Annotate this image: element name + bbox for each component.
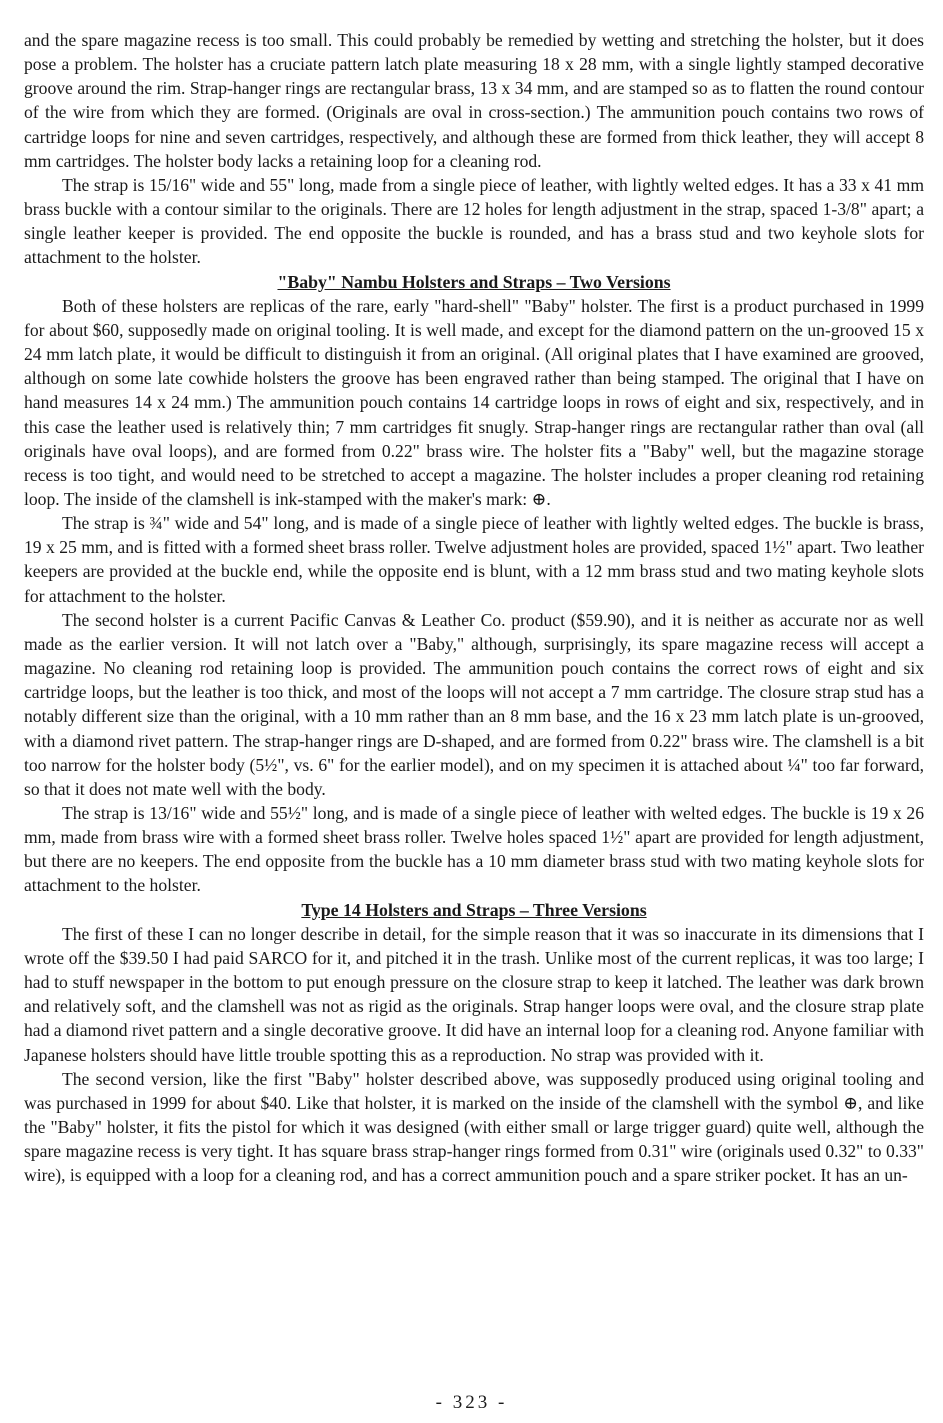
paragraph-type14-first: The first of these I can no longer describe in detail, for the simple reason that it was so inaccurate in its dimensions that I wrote off the $39.50 I had paid SARCO for it, and pitched it in the trash. Unlike most of the current replicas, it was too large; I had to stuff newspaper in the bottom to put enough pressure on the closure strap to keep it latched. The leather was dark brown and relatively soft, and the clamshell was not as rigid as the originals. Strap hanger loops were oval, and the closure strap plate had a diamond rivet pattern and a single decorative groove. It did have an internal loop for a cleaning rod. Anyone familiar with Japanese holsters should have little trouble spotting this as a reproduction. No strap was provided with it.: [24, 923, 924, 1065]
paragraph-magazine-recess: and the spare magazine recess is too small. This could probably be remedied by wetting and stretching the holster, but it does pose a problem. The holster has a cruciate pattern latch plate measuring 18 x 28 mm, with a single lightly stamped decorative groove around the rim. Strap-hanger rings are rectangular brass, 13 x 34 mm, and are stamped so as to flatten the round contour of the wire from which they are formed. (Originals are oval in cross-section.) The ammunition pouch contains two rows of cartridge loops for nine and seven cartridges, respectively, and although these are formed from thick leather, they will accept 8 mm cartridges. The holster body lacks a retaining loop for a cleaning rod.: [24, 30, 924, 171]
section-heading-type-14: Type 14 Holsters and Straps – Three Versions: [301, 899, 647, 920]
paragraph-baby-second-strap: The strap is 13/16" wide and 55½" long, and is made of a single piece of leather with welted edges. The buckle is 19 x 26 mm, made from brass wire with a formed sheet brass roller. Twelve holes spaced 1½" apart are provided for length adjustment, but there are no keepers. The end opposite from the buckle has a 10 mm diameter brass stud with two mating keyhole slots for attachment to the holster.: [24, 803, 924, 896]
paragraph-baby-second-holster: The second holster is a current Pacific Canvas & Leather Co. product ($59.90), and it is neither as accurate nor as well made as the earlier version. It will not latch over a "Baby," although, surprisingly, its spare magazine recess will accept a magazine. No cleaning rod retaining loop is provided. The ammunition pouch contains the correct rows of eight and six cartridge loops, but the leather is too thick, and most of the loops will not accept a 7 mm cartridge. The closure strap stud has a notably different size than the original, with a 10 mm rather than an 8 mm base, and the 16 x 23 mm latch plate is un-grooved, with a diamond rivet pattern. The strap-hanger rings are D-shaped, and are formed from 0.22" brass wire. The clamshell is a bit too narrow for the holster body (5½", vs. 6" for the earlier model), and on my specimen it is attached about ¼" too far forward, so that it does not mate well with the body.: [24, 609, 924, 799]
document-page: [24, 28, 924, 1188]
paragraph-strap-description: The strap is 15/16" wide and 55" long, made from a single piece of leather, with lightly welted edges. It has a 33 x 41 mm brass buckle with a contour similar to the originals. There are 12 holes for length adjustment in the strap, spaced 1-3/8" apart; a single leather keeper is provided. The end opposite the buckle is rounded, and has a brass stud and two keyhole slots for attachment to the holster.: [24, 174, 924, 268]
section-heading-baby-nambu: "Baby" Nambu Holsters and Straps – Two Versions: [277, 271, 671, 292]
paragraph-baby-first-strap: The strap is ¾" wide and 54" long, and is made of a single piece of leather with lightly welted edges. The buckle is brass, 19 x 25 mm, and is fitted with a formed sheet brass roller. Twelve adjustment holes are provided, spaced 1½" apart. Two leather keepers are provided at the buckle end, while the opposite end is blunt, with a 12 mm brass stud and two mating keyhole slots for attachment to the holster.: [24, 513, 924, 606]
paragraph-baby-first-holster: Both of these holsters are replicas of the rare, early "hard-shell" "Baby" holster. The first is a product purchased in 1999 for about $60, supposedly made on original tooling. It is well made, and except for the diamond pattern on the un-grooved 15 x 24 mm latch plate, it would be difficult to distinguish it from an original. (All original plates that I have examined are grooved, although on some late cowhide holsters the groove has been engraved rather than being stamped. The original that I have on hand measures 14 x 24 mm.) The ammunition pouch contains 14 cartridge loops in rows of eight and six, respectively, and in this case the leather used is relatively thin; 7 mm cartridges fit snugly. Strap-hanger rings are rectangular rather than oval (all originals have oval loops), and are formed from 0.22" brass wire. The holster fits a "Baby" well, but the magazine storage recess is too tight, and would need to be stretched to accept a magazine. The holster includes a proper cleaning rod retaining loop. The inside of the clamshell is ink-stamped with the maker's mark: ⊕.: [24, 295, 924, 509]
paragraph-type14-second: The second version, like the first "Baby" holster described above, was supposedly produced using original tooling and was purchased in 1999 for about $40. Like that holster, it is marked on the inside of the clamshell with the symbol ⊕, and like the "Baby" holster, it fits the pistol for which it was designed (with either small or large trigger guard) quite well, although the spare magazine recess is very tight. It has square brass strap-hanger rings formed from 0.31" wire (originals used 0.32" to 0.33" wire), is equipped with a loop for a cleaning rod, and has a correct ammunition pouch and a spare striker pocket. It has an un-: [24, 1068, 924, 1186]
page-number: - 323 -: [435, 1392, 508, 1413]
